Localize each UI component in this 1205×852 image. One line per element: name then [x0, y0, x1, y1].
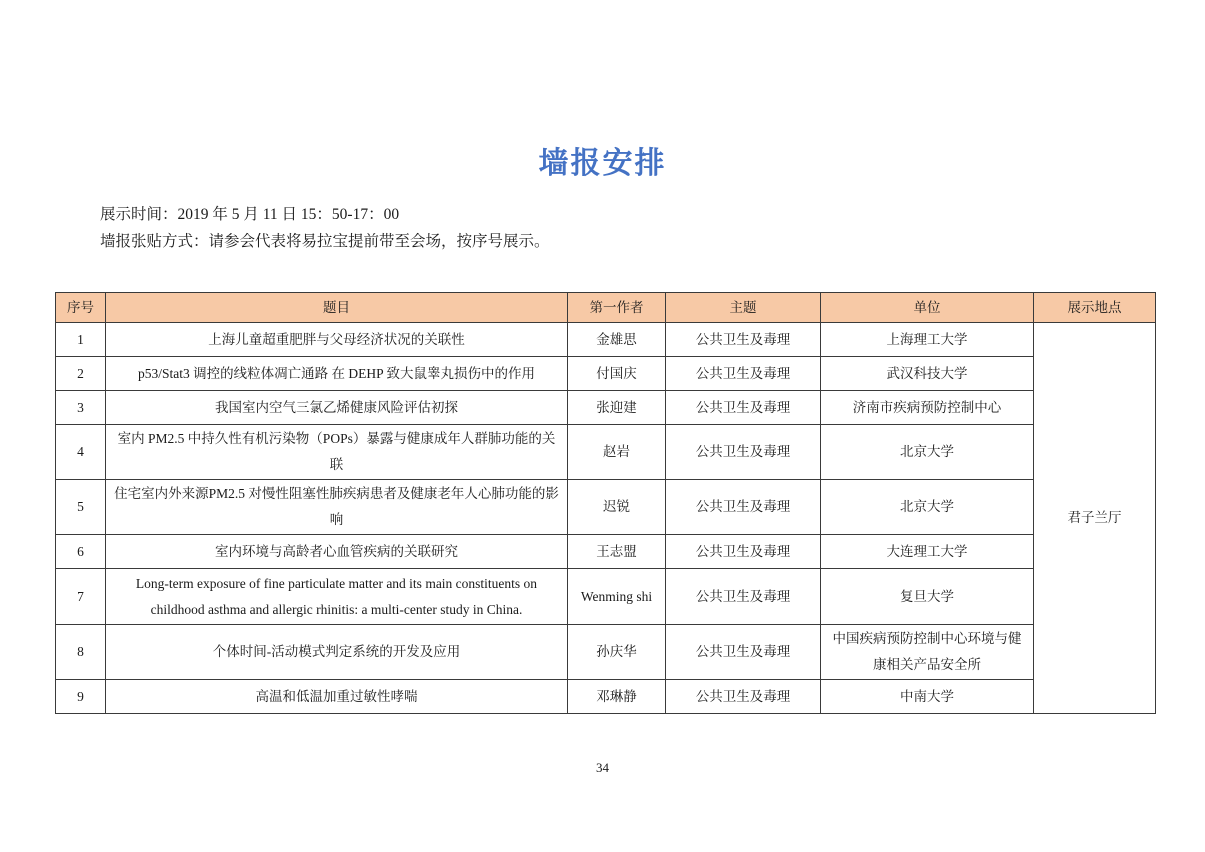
cell-no: 1: [56, 323, 106, 357]
cell-no: 4: [56, 425, 106, 480]
display-time-line: 展示时间：2019 年 5 月 11 日 15：50-17：00: [100, 206, 400, 223]
cell-no: 3: [56, 391, 106, 425]
cell-affiliation: 北京大学: [821, 480, 1034, 535]
header-cell-affiliation: 单位: [821, 293, 1034, 323]
info-block: [100, 201, 1205, 255]
cell-title: p53/Stat3 调控的线粒体凋亡通路 在 DEHP 致大鼠睾丸损伤中的作用: [106, 357, 568, 391]
cell-author: 付国庆: [568, 357, 666, 391]
cell-topic: 公共卫生及毒理: [666, 535, 821, 569]
table-row: [56, 535, 1156, 569]
cell-title: 高温和低温加重过敏性哮喘: [106, 680, 568, 714]
cell-title: 上海儿童超重肥胖与父母经济状况的关联性: [106, 323, 568, 357]
cell-author: 迟锐: [568, 480, 666, 535]
cell-no: 6: [56, 535, 106, 569]
table-row: [56, 680, 1156, 714]
cell-topic: 公共卫生及毒理: [666, 625, 821, 680]
posting-method-line: 墙报张贴方式：请参会代表将易拉宝提前带至会场，按序号展示。: [100, 233, 550, 250]
cell-author: 邓琳静: [568, 680, 666, 714]
cell-topic: 公共卫生及毒理: [666, 425, 821, 480]
cell-topic: 公共卫生及毒理: [666, 357, 821, 391]
table-row: [56, 425, 1156, 480]
cell-affiliation: 济南市疾病预防控制中心: [821, 391, 1034, 425]
cell-topic: 公共卫生及毒理: [666, 569, 821, 625]
cell-title: Long-term exposure of fine particulate matter and its main constituents on childhood asthma and allergic rhinitis: a multi-center study in China.: [106, 569, 568, 625]
cell-title: 我国室内空气三氯乙烯健康风险评估初探: [106, 391, 568, 425]
cell-author: 金雄思: [568, 323, 666, 357]
cell-author: 赵岩: [568, 425, 666, 480]
cell-author: Wenming shi: [568, 569, 666, 625]
cell-title: 住宅室内外来源PM2.5 对慢性阻塞性肺疾病患者及健康老年人心肺功能的影响: [106, 480, 568, 535]
cell-affiliation: 武汉科技大学: [821, 357, 1034, 391]
cell-no: 2: [56, 357, 106, 391]
cell-topic: 公共卫生及毒理: [666, 323, 821, 357]
cell-author: 张迎建: [568, 391, 666, 425]
cell-topic: 公共卫生及毒理: [666, 480, 821, 535]
header-cell-title: 题目: [106, 293, 568, 323]
cell-affiliation: 上海理工大学: [821, 323, 1034, 357]
poster-schedule-table: [55, 292, 1156, 714]
table-row: [56, 625, 1156, 680]
cell-affiliation: 复旦大学: [821, 569, 1034, 625]
cell-no: 9: [56, 680, 106, 714]
cell-no: 5: [56, 480, 106, 535]
header-cell-topic: 主题: [666, 293, 821, 323]
header-cell-author: 第一作者: [568, 293, 666, 323]
cell-no: 8: [56, 625, 106, 680]
cell-title: 室内 PM2.5 中持久性有机污染物（POPs）暴露与健康成年人群肺功能的关联: [106, 425, 568, 480]
page-number: 34: [596, 760, 609, 775]
header-cell-location: 展示地点: [1034, 293, 1156, 323]
cell-affiliation: 大连理工大学: [821, 535, 1034, 569]
cell-title: 室内环境与高龄者心血管疾病的关联研究: [106, 535, 568, 569]
table-row: [56, 357, 1156, 391]
cell-topic: 公共卫生及毒理: [666, 391, 821, 425]
cell-author: 王志盟: [568, 535, 666, 569]
table-row: [56, 569, 1156, 625]
cell-affiliation: 北京大学: [821, 425, 1034, 480]
table-row: [56, 480, 1156, 535]
cell-affiliation: 中国疾病预防控制中心环境与健康相关产品安全所: [821, 625, 1034, 680]
cell-author: 孙庆华: [568, 625, 666, 680]
table-row: [56, 323, 1156, 357]
cell-title: 个体时间-活动模式判定系统的开发及应用: [106, 625, 568, 680]
cell-no: 7: [56, 569, 106, 625]
page-title: 墙报安排: [538, 147, 667, 180]
cell-affiliation: 中南大学: [821, 680, 1034, 714]
location-cell: 君子兰厅: [1034, 323, 1156, 714]
header-cell-no: 序号: [56, 293, 106, 323]
table-row: [56, 391, 1156, 425]
cell-topic: 公共卫生及毒理: [666, 680, 821, 714]
table-header-row: [56, 293, 1156, 323]
